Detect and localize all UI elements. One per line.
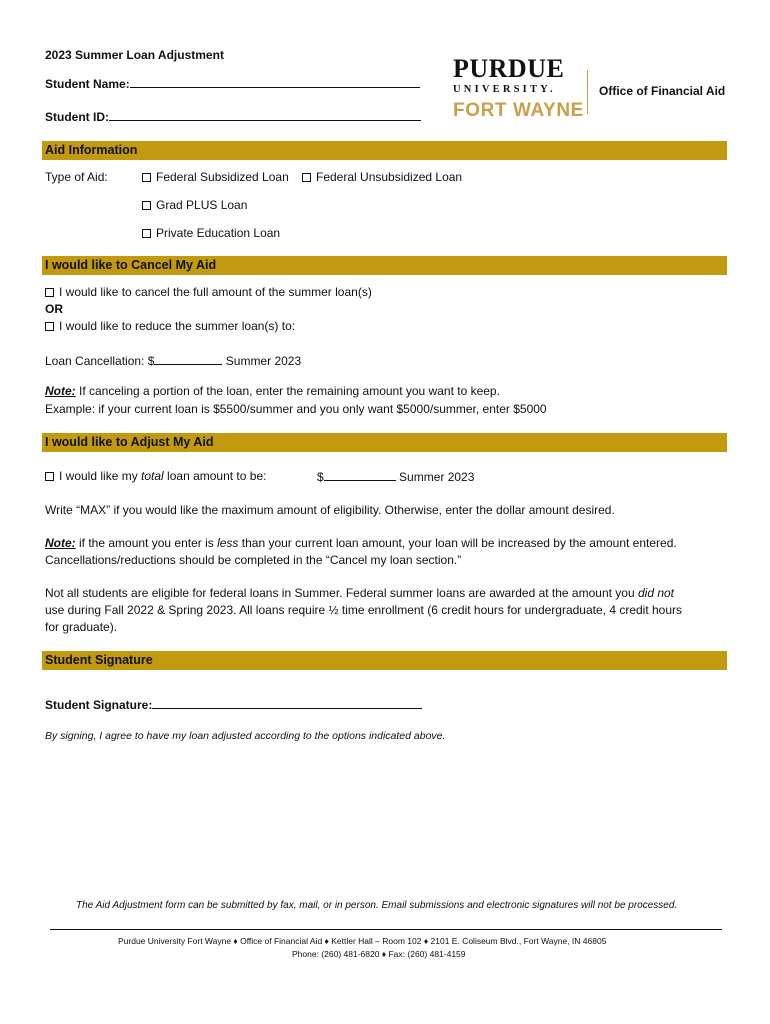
student-name-label: Student Name:	[45, 77, 130, 91]
student-id-row	[45, 109, 421, 124]
student-name-field[interactable]	[130, 76, 420, 88]
eligibility-line1: Not all students are eligible for federal loans in Summer. Federal summer loans are awarded at the amount you did not	[45, 586, 675, 600]
office-name: Office of Financial Aid	[599, 84, 726, 98]
option-grad-plus[interactable]: Grad PLUS Loan	[142, 198, 247, 212]
footer-address: Purdue University Fort Wayne ♦ Office of Financial Aid ♦ Kettler Hall – Room 102 ♦ 2101 E. Coliseum Blvd., Fort Wayne, IN 46805	[118, 936, 607, 946]
footer-divider	[50, 929, 722, 930]
aid-information-heading: Aid Information	[42, 141, 727, 160]
adjust-aid-heading: I would like to Adjust My Aid	[42, 433, 727, 452]
form-title: 2023 Summer Loan Adjustment	[45, 48, 224, 62]
student-id-label: Student ID:	[45, 110, 109, 124]
footer-phone: Phone: (260) 481-6820 ♦ Fax: (260) 481-4159	[292, 949, 466, 959]
option-cancel-full[interactable]: I would like to cancel the full amount of the summer loan(s)	[45, 285, 372, 299]
logo-divider	[587, 70, 588, 114]
student-signature-heading: Student Signature	[42, 651, 727, 670]
signature-row	[45, 697, 422, 712]
option-reduce[interactable]: I would like to reduce the summer loan(s) to:	[45, 319, 295, 333]
type-of-aid-label: Type of Aid:	[45, 170, 108, 184]
checkbox[interactable]	[302, 173, 311, 182]
max-instructions: Write “MAX” if you would like the maximum amount of eligibility. Otherwise, enter the dollar amount desired.	[45, 503, 615, 517]
adjust-note-label: Note:	[45, 536, 76, 550]
signature-field[interactable]	[152, 697, 422, 709]
loan-cancellation-label: Loan Cancellation: $	[45, 354, 155, 368]
student-name-row	[45, 76, 420, 91]
option-federal-subsidized[interactable]: Federal Subsidized Loan	[142, 170, 289, 184]
loan-cancellation-amount-field[interactable]	[154, 353, 222, 365]
cancel-aid-heading: I would like to Cancel My Aid	[42, 256, 727, 275]
student-id-field[interactable]	[109, 109, 421, 121]
checkbox[interactable]	[142, 173, 151, 182]
option-adjust-total[interactable]: I would like my total loan amount to be:	[45, 469, 266, 483]
checkbox[interactable]	[142, 229, 151, 238]
logo-university-text: UNIVERSITY.	[453, 84, 556, 95]
eligibility-line2: use during Fall 2022 & Spring 2023. All loans require ½ time enrollment (6 credit hours for undergraduate, 4 credit hours	[45, 603, 683, 617]
checkbox[interactable]	[45, 322, 54, 331]
adjust-note-line2: Cancellations/reductions should be completed in the “Cancel my loan section.”	[45, 553, 462, 567]
purdue-fort-wayne-logo	[453, 54, 584, 123]
adjust-amount-field[interactable]	[324, 469, 396, 481]
cancel-note-label: Note:	[45, 384, 76, 398]
signature-agreement: By signing, I agree to have my loan adjusted according to the options indicated above.	[45, 730, 446, 742]
checkbox[interactable]	[142, 201, 151, 210]
loan-cancellation-term: Summer 2023	[225, 354, 302, 368]
loan-cancellation-row	[45, 353, 301, 368]
option-federal-unsubsidized[interactable]: Federal Unsubsidized Loan	[302, 170, 462, 184]
cancel-note: Note: If canceling a portion of the loan, enter the remaining amount you want to keep.	[45, 384, 500, 398]
adjust-term: Summer 2023	[399, 470, 475, 484]
checkbox[interactable]	[45, 472, 54, 481]
option-private-education[interactable]: Private Education Loan	[142, 226, 280, 240]
adjust-note: Note: if the amount you enter is less than your current loan amount, your loan will be increased by the amount entered.	[45, 536, 677, 550]
cancel-example: Example: if your current loan is $5500/summer and you only want $5000/summer, enter $5000	[45, 402, 547, 416]
adjust-amount-row: $ Summer 2023	[317, 470, 475, 484]
logo-fort-wayne-text: FORT WAYNE	[453, 100, 584, 121]
or-text: OR	[45, 302, 63, 316]
checkbox[interactable]	[45, 288, 54, 297]
submission-note: The Aid Adjustment form can be submitted by fax, mail, or in person. Email submissions and electronic signatures will not be processed.	[76, 900, 678, 911]
eligibility-line3: for graduate).	[45, 620, 118, 634]
logo-purdue-text: PURDUE	[453, 54, 565, 83]
signature-label: Student Signature:	[45, 698, 153, 712]
